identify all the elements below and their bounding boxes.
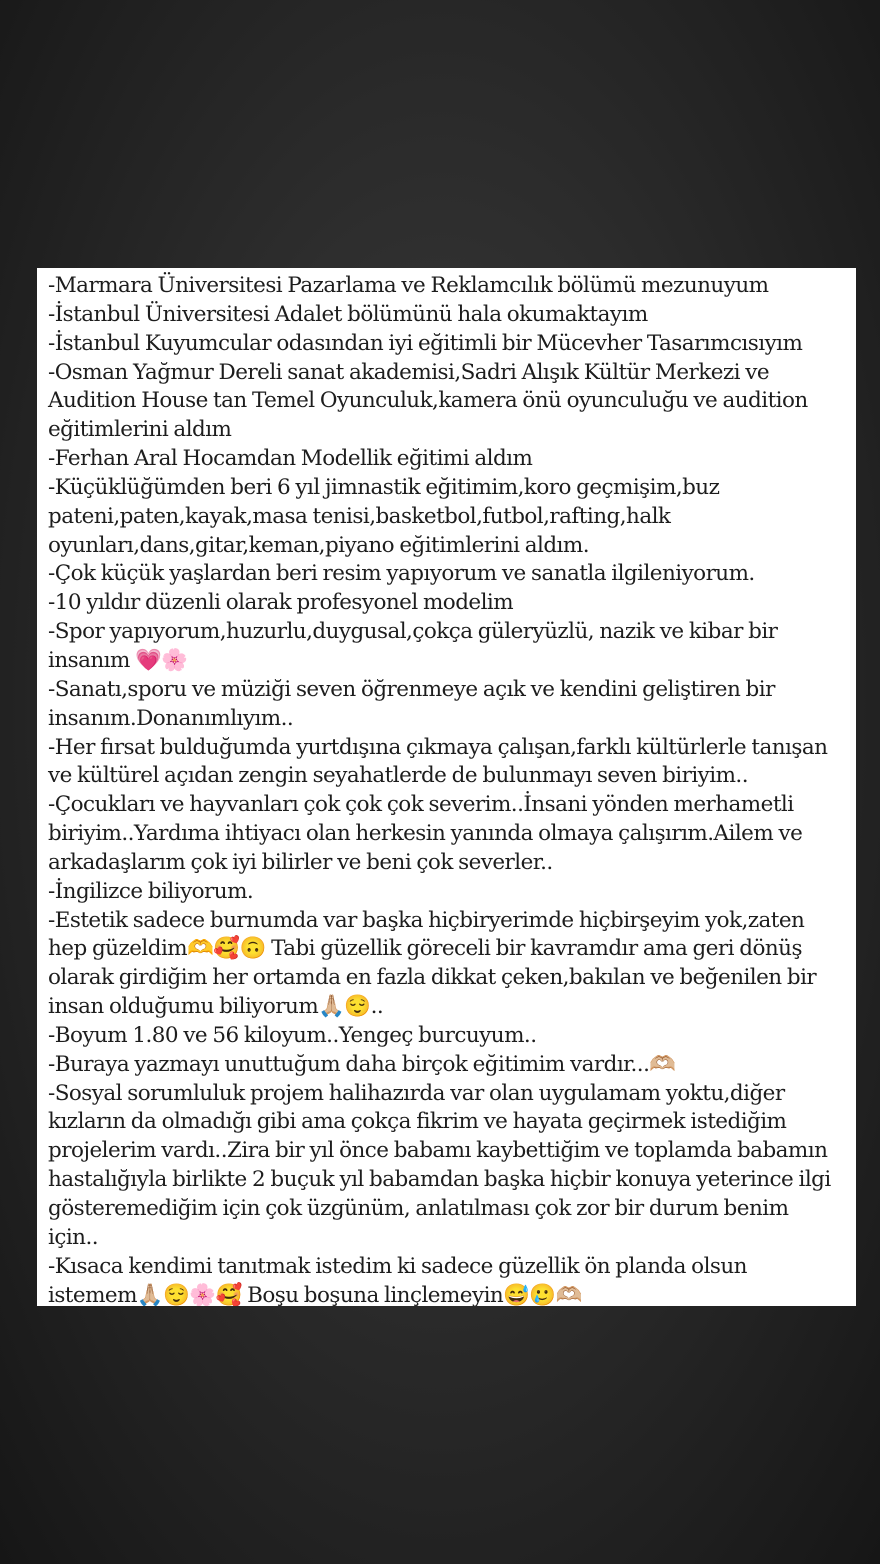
story-text-line: ve kültürel açıdan zengin seyahatlerde de bulunmayı seven biriyim.. xyxy=(48,763,748,789)
story-text-line: projelerim vardı..Zira bir yıl önce babamı kaybettiğim ve toplamda babamın xyxy=(48,1138,828,1164)
story-text-line: -Buraya yazmayı unuttuğum daha birçok eğitimim vardır...🫶🏼 xyxy=(48,1051,676,1077)
story-text-line: insanım 💗🌸 xyxy=(48,647,188,673)
story-text-line: arkadaşlarım çok iyi bilirler ve beni çok severler.. xyxy=(48,849,553,875)
story-text-line: kızların da olmadığı gibi ama çokça fikrim ve hayata geçirmek istediğim xyxy=(48,1109,787,1135)
story-text-line: -Sanatı,sporu ve müziği seven öğrenmeye açık ve kendini geliştiren bir xyxy=(48,676,775,702)
story-text-line: -İstanbul Üniversitesi Adalet bölümünü hala okumaktayım xyxy=(48,301,648,327)
story-text-line: -Küçüklüğümden beri 6 yıl jimnastik eğitimim,koro geçmişim,buz xyxy=(48,474,720,500)
story-text-line: için.. xyxy=(48,1224,99,1250)
story-text-line: gösteremediğim için çok üzgünüm, anlatılması çok zor bir durum benim xyxy=(48,1196,789,1221)
story-text-line: hastalığıyla birlikte 2 buçuk yıl babamdan başka hiçbir konuya yeterince ilgi xyxy=(48,1167,831,1193)
story-text-line: -Çocukları ve hayvanları çok çok çok severim..İnsani yönden merhametli xyxy=(48,792,794,818)
story-text-line: biriyim..Yardıma ihtiyacı olan herkesin yanında olmaya çalışırım.Ailem ve xyxy=(48,821,803,847)
story-text-line: -Spor yapıyorum,huzurlu,duygusal,çokça güleryüzlü, nazik ve kibar bir xyxy=(48,619,778,645)
story-text-line: olarak girdiğim her ortamda en fazla dikkat çeken,bakılan ve beğenilen bir xyxy=(48,965,817,991)
story-text-line: insan olduğumu biliyorum🙏🏼😌.. xyxy=(48,994,384,1020)
story-text-line: -Sosyal sorumluluk projem halihazırda var olan uygulamam yoktu,diğer xyxy=(48,1080,785,1106)
story-text-line: -Ferhan Aral Hocamdan Modellik eğitimi aldım xyxy=(48,446,533,472)
story-text-line: -Boyum 1.80 ve 56 kiloyum..Yengeç burcuyum.. xyxy=(48,1022,537,1048)
story-text-lines xyxy=(48,272,850,1306)
story-text-line: -Çok küçük yaşlardan beri resim yapıyorum ve sanatla ilgileniyorum. xyxy=(48,561,755,587)
story-text-line: -İstanbul Kuyumcular odasından iyi eğitimli bir Mücevher Tasarımcısıyım xyxy=(48,330,803,356)
story-text-card xyxy=(37,268,856,1306)
story-text-line: istemem🙏🏼😌🌸🥰 Boşu boşuna linçlemeyin😅🥲🫶🏼 xyxy=(48,1282,582,1306)
story-text-line: -Estetik sadece burnumda var başka hiçbiryerimde hiçbirşeyim yok,zaten xyxy=(48,907,805,933)
story-text-line: Audition House tan Temel Oyunculuk,kamera önü oyunculuğu ve audition xyxy=(48,388,808,414)
story-text-line: pateni,paten,kayak,masa tenisi,basketbol,futbol,rafting,halk xyxy=(48,503,671,529)
story-text-line: eğitimlerini aldım xyxy=(48,417,232,443)
story-text-line: -Marmara Üniversitesi Pazarlama ve Reklamcılık bölümü mezunuyum xyxy=(48,273,769,298)
story-text-line: -İngilizce biliyorum. xyxy=(48,878,254,904)
story-text-line: -Her fırsat bulduğumda yurtdışına çıkmaya çalışan,farklı kültürlerle tanışan xyxy=(48,734,828,760)
story-text-line: insanım.Donanımlıyım.. xyxy=(48,705,294,731)
story-text-line: hep güzeldim🫶🥰🙃 Tabi güzellik göreceli bir kavramdır ama geri dönüş xyxy=(48,936,802,962)
story-text-line: -Osman Yağmur Dereli sanat akademisi,Sadri Alışık Kültür Merkezi ve xyxy=(48,359,770,385)
story-text-line: -10 yıldır düzenli olarak profesyonel modelim xyxy=(48,590,514,616)
story-text-line: -Kısaca kendimi tanıtmak istedim ki sadece güzellik ön planda olsun xyxy=(48,1253,747,1279)
story-text-line: oyunları,dans,gitar,keman,piyano eğitimlerini aldım. xyxy=(48,532,590,558)
